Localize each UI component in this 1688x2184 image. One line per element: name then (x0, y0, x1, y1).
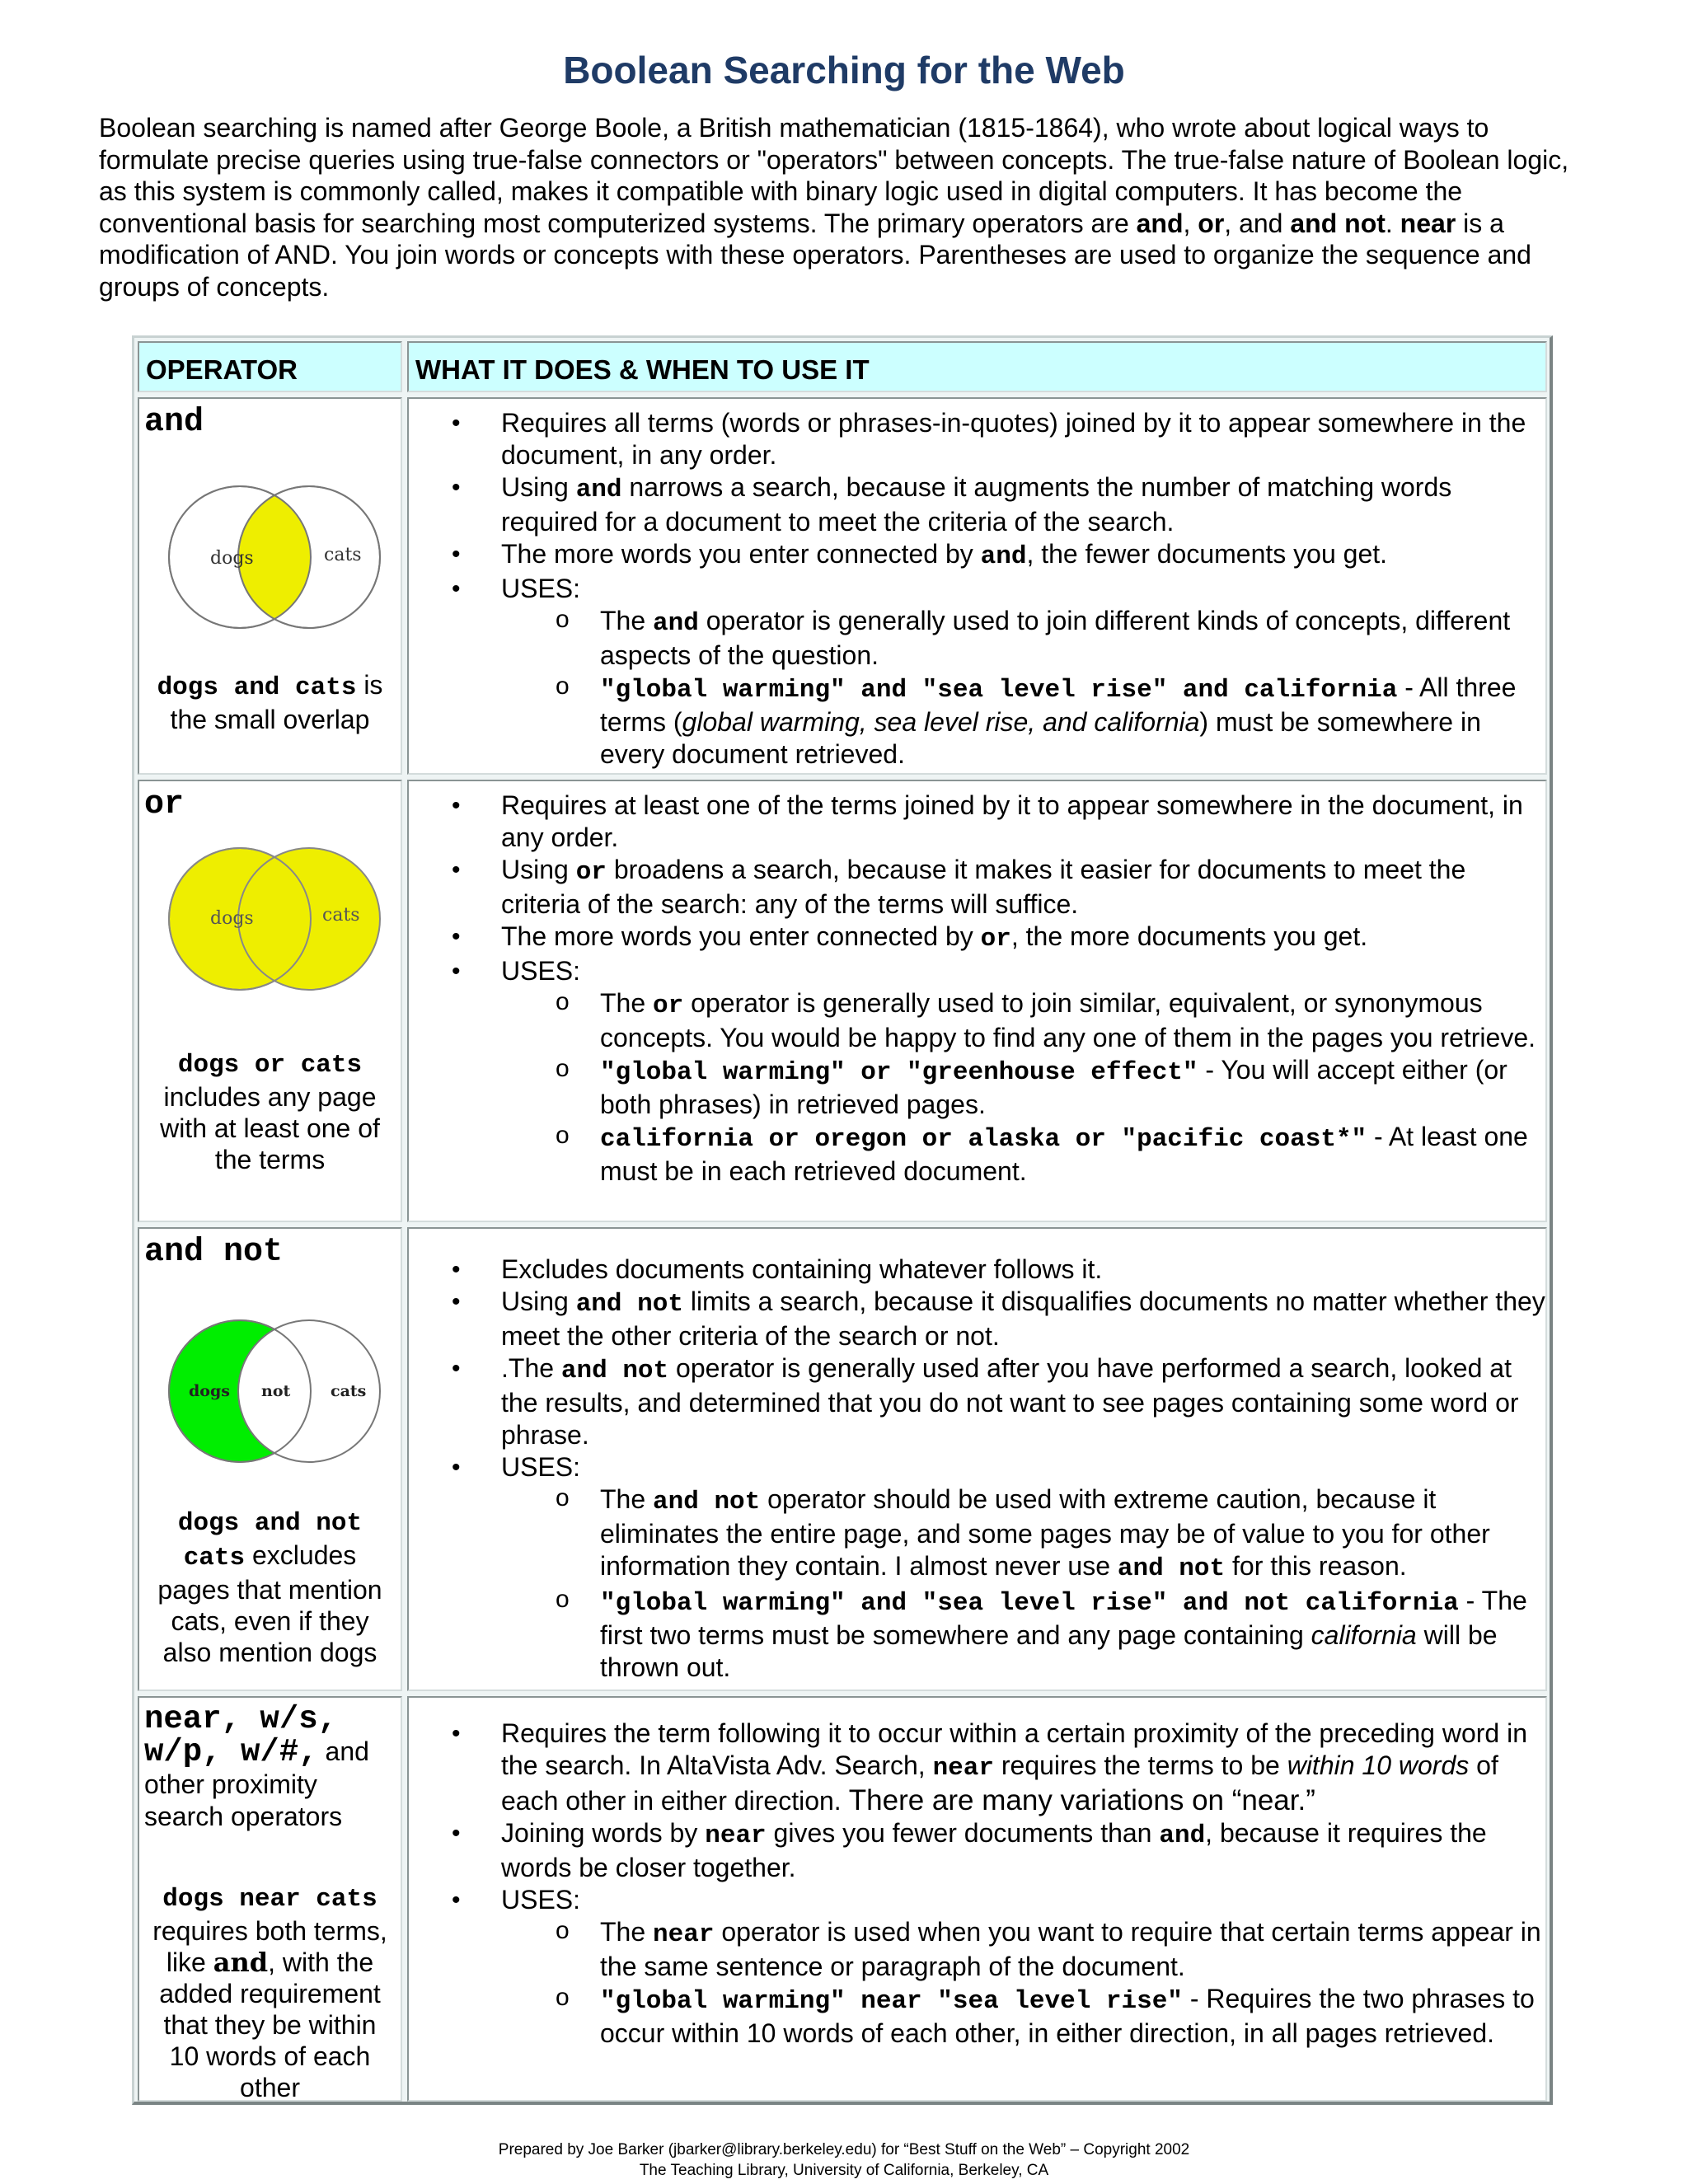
description-cell-near (407, 1696, 1547, 2102)
caption-and-not: dogs and not cats excludes pages that mention cats, even if they also mention dogs (157, 1509, 382, 1667)
operator-cell-near (138, 1696, 402, 2102)
description-cell-and-not (407, 1227, 1547, 1691)
venn-diagram-and (148, 481, 395, 638)
list-item: o "global warming" or "greenhouse effect" - You will accept either (or both phrases) in retrieved pages. (409, 1054, 1545, 1121)
operator-name-or: or (144, 786, 185, 823)
caption-or: dogs or cats includes any page with at least one of the terms (160, 1051, 380, 1174)
intro-paragraph: Boolean searching is named after George Boole, a British mathematician (1815-1864), who wrote about logical ways to formulate precise queries using true-false connectors or "operators" between concepts. The true-false nature of Boolean logic, as this system is commonly called, makes it compatible with binary logic used in digital computers. It has become the conventional basis for searching most computerized systems. The primary operators are and, or, and and not. near is a modification of AND. You join words or concepts with these operators. Parentheses are used to organize the sequence and groups of concepts. (99, 113, 1569, 302)
operator-name-and: and (144, 404, 204, 441)
list-item: • USES: (409, 573, 1545, 605)
list-item: • The more words you enter connected by or, the more documents you get. (409, 921, 1545, 955)
list-item: • USES: (409, 955, 1545, 987)
venn-label-dogs: dogs (189, 1382, 230, 1400)
venn-diagram-and-not (148, 1315, 395, 1472)
operators-table (132, 335, 1553, 2105)
footer-line-1: Prepared by Joe Barker (jbarker@library.berkeley.edu) for “Best Stuff on the Web” – Copyright 2002 (498, 2141, 1190, 2158)
list-item: • The more words you enter connected by and, the fewer documents you get. (409, 538, 1545, 573)
list-item: • Using and not limits a search, because it disqualifies documents no matter whether they meet the other criteria of the search or not. (409, 1286, 1545, 1352)
operator-cell-and-not (138, 1227, 402, 1691)
list-item: o The and not operator should be used with extreme caution, because it eliminates the entire page, and some pages may be of value to you for other information they contain. I almost never use and not for this reason. (409, 1483, 1545, 1585)
description-cell-or (407, 780, 1547, 1222)
list-item: • Excludes documents containing whatever follows it. (409, 1254, 1545, 1286)
operator-cell-or (138, 780, 402, 1222)
description-cell-and (407, 397, 1547, 775)
list-item: • USES: (409, 1884, 1545, 1916)
caption-near: dogs near cats requires both terms, like and, with the added requirement that they be within 10 words of each other (152, 1885, 387, 2102)
operator-name-and-not: and not (144, 1234, 284, 1271)
list-item: • Joining words by near gives you fewer documents than and, because it requires the words be closer together. (409, 1817, 1545, 1884)
page-title: Boolean Searching for the Web (563, 49, 1125, 91)
list-item: o The and operator is generally used to join different kinds of concepts, different aspects of the question. (409, 605, 1545, 672)
list-item: o The or operator is generally used to join similar, equivalent, or synonymous concepts. You would be happy to find any one of them in the pages you retrieve. (409, 987, 1545, 1054)
list-item: • Requires all terms (words or phrases-in-quotes) joined by it to appear somewhere in the document, in any order. (409, 407, 1545, 471)
footer (0, 2139, 1688, 2181)
list-item: o The near operator is used when you want to require that certain terms appear in the same sentence or paragraph of the document. (409, 1916, 1545, 1983)
footer-line-2: The Teaching Library, University of California, Berkeley, CA (639, 2162, 1049, 2179)
list-item: o "global warming" near "sea level rise" - Requires the two phrases to occur within 10 words of each other, in either direction, in all pages retrieved. (409, 1983, 1545, 2050)
list-item: • Requires the term following it to occur within a certain proximity of the preceding word in the search. In AltaVista Adv. Search, near requires the terms to be within 10 words of each other in either direction. There are many variations on “near.” (409, 1718, 1545, 1817)
venn-label-not: not (261, 1382, 291, 1400)
list-item: o "global warming" and "sea level rise" and california - All three terms (global warming, sea level rise, and california) must be somewhere in every document retrieved. (409, 672, 1545, 771)
list-item: • Using or broadens a search, because it makes it easier for documents to meet the criteria of the search: any of the terms will suffice. (409, 854, 1545, 921)
venn-diagram-or (148, 843, 395, 1000)
venn-label-cats: cats (324, 545, 362, 565)
list-item: • Requires at least one of the terms joined by it to appear somewhere in the document, in any order. (409, 790, 1545, 854)
list-item: • .The and not operator is generally used after you have performed a search, looked at the results, and determined that you do not want to see pages containing some word or phrase. (409, 1352, 1545, 1451)
caption-and: dogs and cats is the small overlap (157, 670, 383, 734)
header-operator: OPERATOR (138, 341, 402, 392)
operator-cell-and (138, 397, 402, 775)
list-item: • USES: (409, 1451, 1545, 1483)
venn-label-dogs: dogs (210, 908, 254, 929)
venn-label-dogs: dogs (210, 548, 254, 569)
venn-label-cats: cats (322, 905, 360, 926)
venn-label-cats: cats (331, 1382, 367, 1400)
list-item: • Using and narrows a search, because it augments the number of matching words required for a document to meet the criteria of the search. (409, 471, 1545, 538)
list-item: o "global warming" and "sea level rise" and not california - The first two terms must be somewhere and any page containing california will be thrown out. (409, 1585, 1545, 1684)
operator-name-near: near, w/s, w/p, w/#, and other proximity search operators (144, 1701, 369, 1831)
list-item: o california or oregon or alaska or "pacific coast*" - At least one must be in each retrieved document. (409, 1121, 1545, 1188)
header-what-it-does: WHAT IT DOES & WHEN TO USE IT (407, 341, 1547, 392)
